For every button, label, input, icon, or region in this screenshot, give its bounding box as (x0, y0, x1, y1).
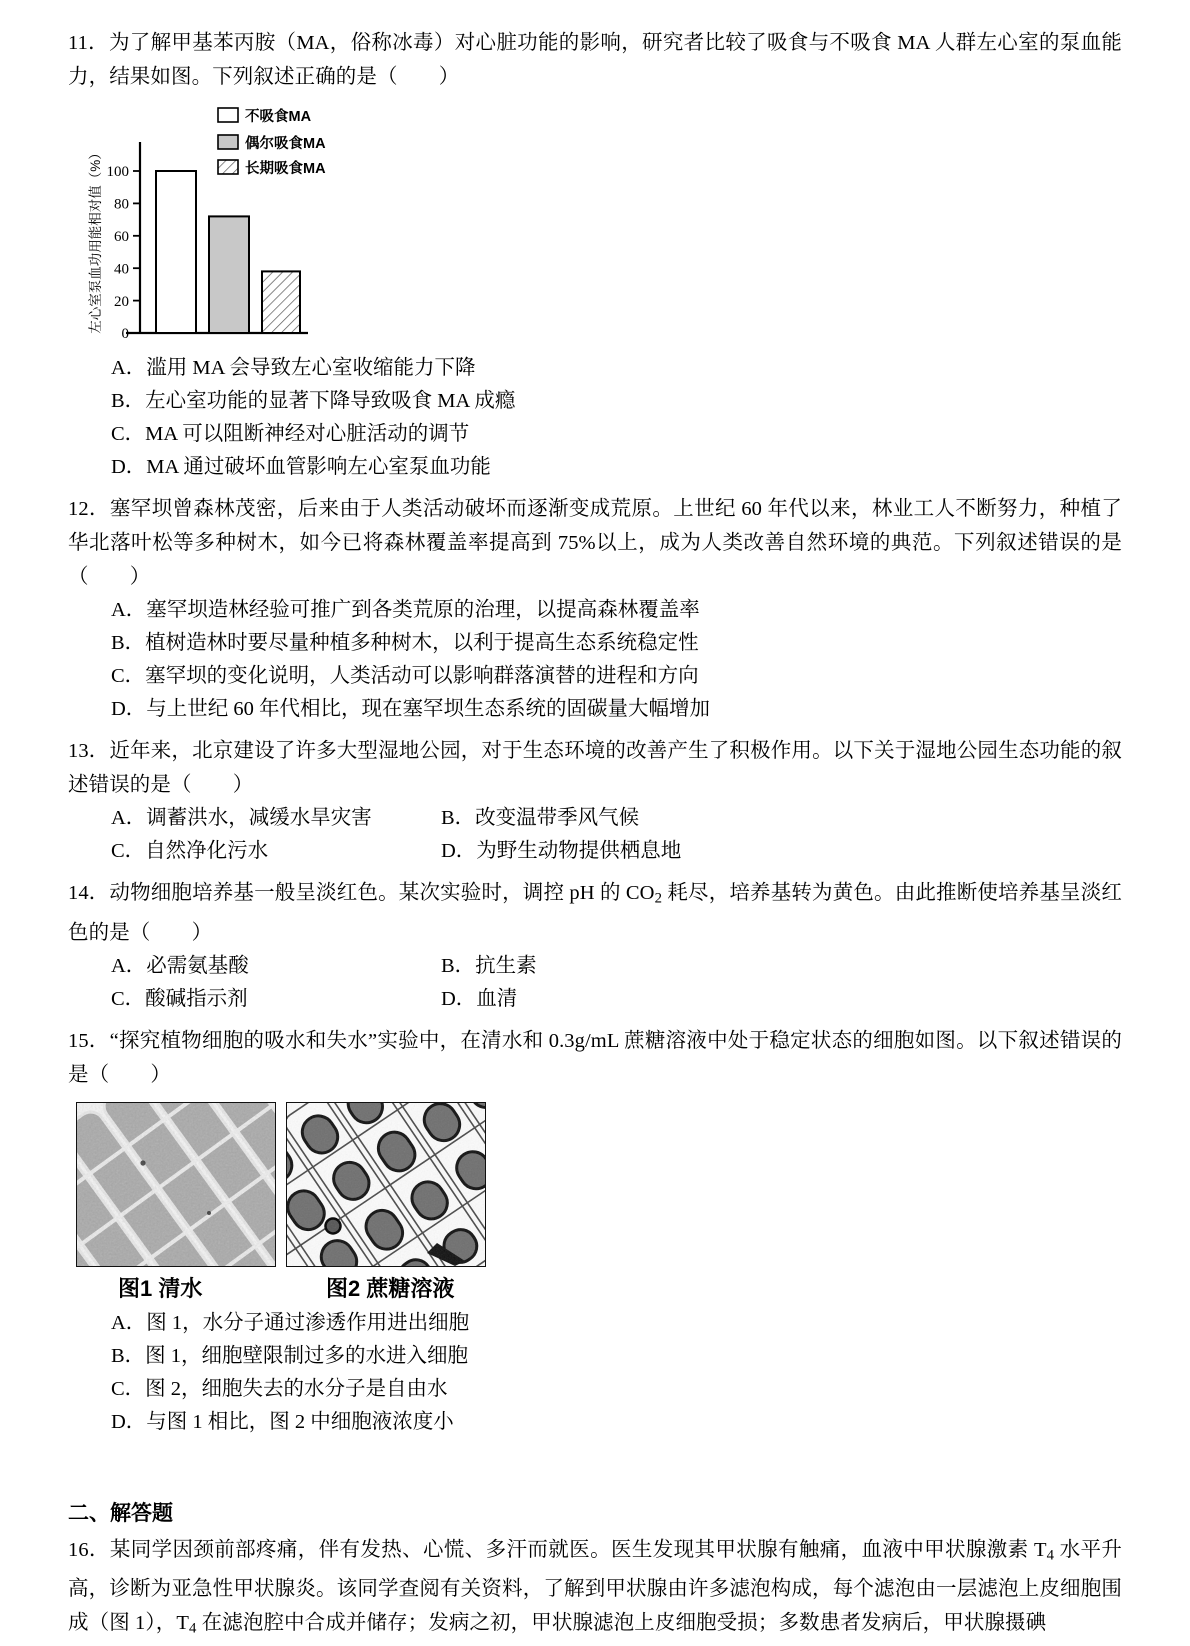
legend-label-0: 不吸食MA (245, 109, 312, 125)
question-14-stem-after: 耗尽，培养基转为黄色。由此推断使培养基呈淡红色的是（ ） (68, 882, 1122, 944)
question-15-option-b: B．图 1，细胞壁限制过多的水进入细胞 (111, 1344, 469, 1367)
question-13-option-c: C．自然净化污水 (111, 840, 269, 862)
question-13-options-row-1 (68, 802, 1122, 835)
question-15-option-d: D．与图 1 相比，图 2 中细胞液浓度小 (111, 1410, 454, 1433)
question-11-option-c: C．MA 可以阻断神经对心脏活动的调节 (111, 423, 470, 445)
question-13-option-d: D．为野生动物提供栖息地 (441, 840, 682, 862)
question-13-option-a: A．调蓄洪水，减缓水旱灾害 (111, 807, 372, 829)
section-2-title: 二、解答题 (68, 1501, 173, 1525)
question-15-option-c: C．图 2，细胞失去的水分子是自由水 (111, 1377, 448, 1400)
bar-no-ma (156, 171, 196, 333)
y-tick-60: 60 (114, 229, 129, 245)
question-14-stem (68, 876, 1122, 950)
question-11-option-d: D．MA 通过破坏血管影响左心室泵血功能 (111, 456, 491, 478)
question-11-option-a: A．滥用 MA 会导致左心室收缩能力下降 (111, 357, 476, 379)
question-13-option-b: B．改变温带季风气候 (441, 807, 640, 829)
bar-chart-svg (78, 100, 418, 350)
question-16-subscript-2: 4 (188, 1621, 197, 1638)
question-13-stem: 13．近年来，北京建设了许多大型湿地公园，对于生态环境的改善产生了积极作用。以下关于湿地公园生态功能的叙述错误的是（ ） (68, 740, 1122, 796)
question-11-stem: 11．为了解甲基苯丙胺（MA，俗称冰毒）对心脏功能的影响，研究者比较了吸食与不吸食 MA 人群左心室的泵血能力，结果如图。下列叙述正确的是（ ） (68, 32, 1122, 88)
chart-y-axis-label: 左心室泵血功用能相对值（%） (88, 146, 103, 334)
micrograph-figure-1 (76, 1102, 276, 1267)
bar-longterm-ma (262, 271, 300, 333)
question-15-figures (76, 1102, 1122, 1267)
question-14 (68, 876, 1122, 1016)
y-tick-100: 100 (106, 164, 129, 181)
question-11-option-b: B．左心室功能的显著下降导致吸食 MA 成瘾 (111, 390, 516, 412)
question-12 (68, 492, 1122, 726)
spacer (68, 1441, 1122, 1499)
question-11 (68, 26, 1122, 484)
question-16-subscript-1: 4 (1046, 1547, 1055, 1564)
page-content (68, 26, 1122, 1646)
question-14-options-row-1 (68, 950, 1122, 983)
question-14-option-a: A．必需氨基酸 (111, 954, 249, 977)
chart-bars (156, 171, 300, 333)
question-14-option-b: B．抗生素 (441, 954, 537, 977)
question-14-stem-before: 14．动物细胞培养基一般呈淡红色。某次实验时，调控 pH 的 CO (68, 882, 655, 904)
y-tick-80: 80 (114, 196, 129, 213)
question-16-part-1: 16．某同学因颈前部疼痛，伴有发热、心慌、多汗而就医。医生发现其甲状腺有触痛，血液中甲状腺激素 T (68, 1538, 1047, 1561)
question-15-figure-captions (76, 1273, 1122, 1305)
question-12-option-d: D．与上世纪 60 年代相比，现在塞罕坝生态系统的固碳量大幅增加 (111, 698, 711, 720)
chart-legend (218, 107, 326, 177)
question-11-bar-chart (78, 100, 418, 350)
question-12-option-a: A．塞罕坝造林经验可推广到各类荒原的治理，以提高森林覆盖率 (111, 599, 700, 621)
bar-occasional-ma (209, 216, 249, 333)
micrograph-figure-2 (286, 1102, 486, 1267)
question-12-stem: 12．塞罕坝曾森林茂密，后来由于人类活动破坏而逐渐变成荒原。上世纪 60 年代以来，林业工人不断努力，种植了华北落叶松等多种树木，如今已将森林覆盖率提高到 75%以上，成为人类改善自然环境的典范。下列叙述错误的是（ ） (68, 498, 1122, 588)
question-16-stem (68, 1533, 1122, 1646)
legend-label-1: 偶尔吸食MA (245, 136, 326, 152)
figure-2-caption: 图2 蔗糖溶液 (326, 1275, 455, 1301)
question-14-option-c: C．酸碱指示剂 (111, 987, 248, 1010)
question-14-option-d: D．血清 (441, 987, 518, 1010)
question-16-part-2: 水平升高，诊断为亚急性甲状腺炎。该同学查阅有关资料，了解到甲状腺由许多滤泡构成，每个滤泡由一层滤泡上皮细胞围成（图 1），T (68, 1538, 1123, 1635)
question-15 (68, 1024, 1122, 1439)
question-14-options-row-2 (68, 983, 1122, 1016)
question-16-part-3: 在滤泡腔中合成并储存；发病之初，甲状腺滤泡上皮细胞受损；多数患者发病后，甲状腺摄碘 (196, 1612, 1047, 1635)
question-13 (68, 734, 1122, 868)
question-14-subscript: 2 (654, 890, 663, 907)
y-tick-40: 40 (114, 261, 129, 278)
question-15-stem: 15．“探究植物细胞的吸水和失水”实验中，在清水和 0.3g/mL 蔗糖溶液中处于稳定状态的细胞如图。以下叙述错误的是（ ） (68, 1029, 1122, 1086)
question-12-option-c: C．塞罕坝的变化说明，人类活动可以影响群落演替的进程和方向 (111, 665, 699, 687)
question-13-options-row-2 (68, 835, 1122, 868)
legend-label-2: 长期吸食MA (245, 161, 326, 177)
y-tick-20: 20 (114, 294, 129, 310)
question-15-option-a: A．图 1，水分子通过渗透作用进出细胞 (111, 1311, 470, 1334)
question-12-option-b: B．植树造林时要尽量种植多种树木，以利于提高生态系统稳定性 (111, 632, 699, 654)
figure-1-caption: 图1 清水 (118, 1275, 203, 1301)
y-tick-0: 0 (121, 326, 129, 342)
